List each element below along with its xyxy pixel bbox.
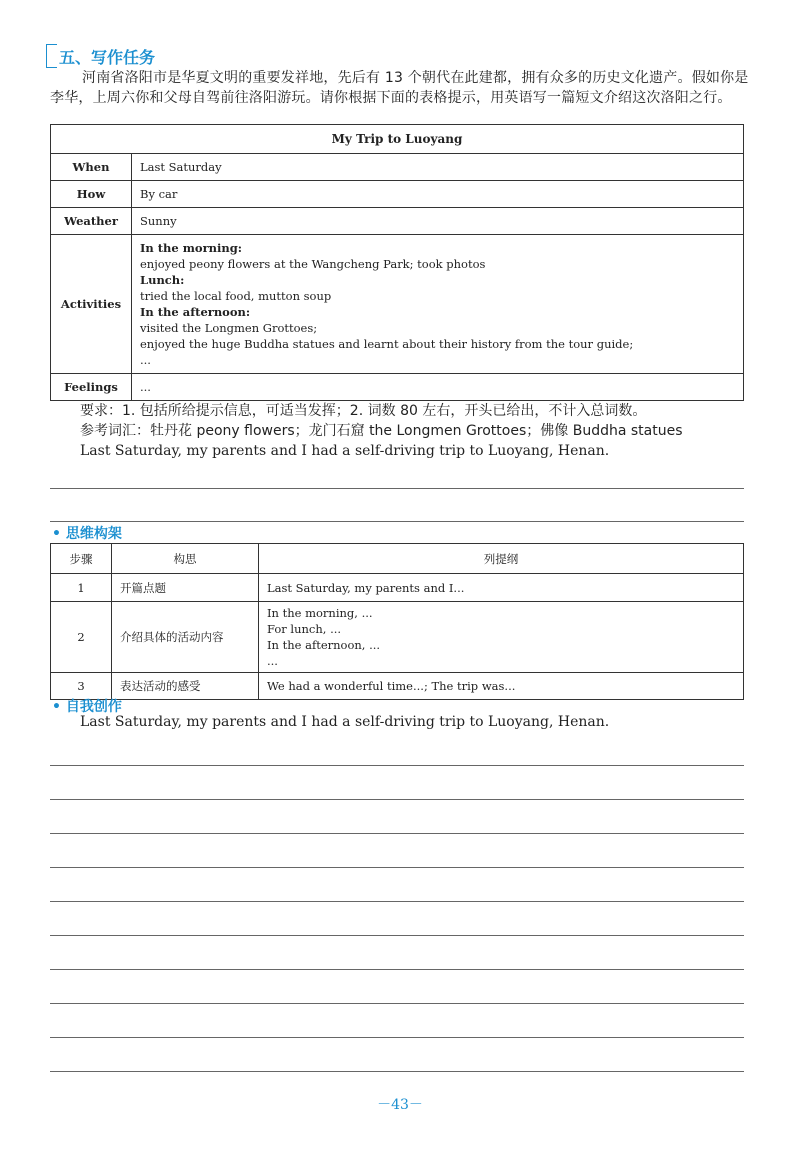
step-3: 3 <box>51 673 112 700</box>
writing-line <box>50 799 744 800</box>
weather-value: Sunny <box>132 208 744 235</box>
framework-heading: • 思维构架 <box>52 526 122 542</box>
outline-2 <box>259 602 744 673</box>
activities-label: Activities <box>51 235 132 374</box>
header-outline: 列提纲 <box>259 544 744 574</box>
how-label: How <box>51 181 132 208</box>
writing-line <box>50 488 744 489</box>
outline-2-lunch: For lunch, ... <box>267 622 342 636</box>
weather-label: Weather <box>51 208 132 235</box>
page-number: －43－ <box>377 1097 423 1113</box>
lunch-text: tried the local food, mutton soup <box>140 289 332 303</box>
feelings-label: Feelings <box>51 374 132 401</box>
outline-3: We had a wonderful time...; The trip was... <box>259 673 744 700</box>
lunch-head: Lunch: <box>140 273 185 287</box>
header-idea: 构思 <box>112 544 259 574</box>
idea-2: 介绍具体的活动内容 <box>112 602 259 673</box>
writing-line <box>50 1003 744 1004</box>
writing-line <box>50 521 744 522</box>
writing-line <box>50 935 744 936</box>
writing-line <box>50 969 744 970</box>
outline-2-morning: In the morning, ... <box>267 606 373 620</box>
idea-1: 开篇点题 <box>112 574 259 602</box>
when-value: Last Saturday <box>132 154 744 181</box>
writing-line <box>50 765 744 766</box>
outline-2-ellipsis: ... <box>267 654 278 668</box>
writing-line <box>50 1037 744 1038</box>
writing-line <box>50 901 744 902</box>
framework-table <box>50 543 744 700</box>
self-creation-opening: Last Saturday, my parents and I had a self-driving trip to Luoyang, Henan. <box>80 714 610 730</box>
requirements <box>80 401 750 461</box>
activities-cell <box>132 235 744 374</box>
afternoon-text-1: visited the Longmen Grottoes; <box>140 321 318 335</box>
feelings-value: ... <box>132 374 744 401</box>
how-value: By car <box>132 181 744 208</box>
title-bracket-decoration <box>46 44 57 68</box>
when-label: When <box>51 154 132 181</box>
intro-paragraph: 河南省洛阳市是华夏文明的重要发祥地，先后有 13 个朝代在此建都，拥有众多的历史文化遗产。假如你是李华，上周六你和父母自驾前往洛阳游玩。请你根据下面的表格提示，用英语写一篇短文介绍这次洛阳之行。 <box>50 70 749 106</box>
morning-text: enjoyed peony flowers at the Wangcheng Park; took photos <box>140 257 486 271</box>
opening-sentence: Last Saturday, my parents and I had a self-driving trip to Luoyang, Henan. <box>80 443 610 459</box>
writing-line <box>50 1071 744 1072</box>
info-table-title: My Trip to Luoyang <box>51 125 744 154</box>
step-2: 2 <box>51 602 112 673</box>
reference-vocabulary: 参考词汇：牡丹花 peony flowers；龙门石窟 the Longmen Grottoes；佛像 Buddha statues <box>80 423 683 439</box>
section-title <box>46 44 155 68</box>
idea-3: 表达活动的感受 <box>112 673 259 700</box>
header-step: 步骤 <box>51 544 112 574</box>
afternoon-text-2: enjoyed the huge Buddha statues and learnt about their history from the tour guide; <box>140 337 634 351</box>
self-creation-heading: • 自我创作 <box>52 699 122 715</box>
section-title-text: 五、写作任务 <box>59 47 156 67</box>
writing-line <box>50 867 744 868</box>
step-1: 1 <box>51 574 112 602</box>
outline-2-afternoon: In the afternoon, ... <box>267 638 381 652</box>
morning-head: In the morning: <box>140 241 243 255</box>
info-table <box>50 124 744 401</box>
writing-line <box>50 833 744 834</box>
activities-ellipsis: ... <box>140 353 151 367</box>
afternoon-head: In the afternoon: <box>140 305 251 319</box>
requirements-line: 要求：1. 包括所给提示信息，可适当发挥；2. 词数 80 左右，开头已给出，不计入总词数。 <box>80 403 647 419</box>
outline-1: Last Saturday, my parents and I... <box>259 574 744 602</box>
